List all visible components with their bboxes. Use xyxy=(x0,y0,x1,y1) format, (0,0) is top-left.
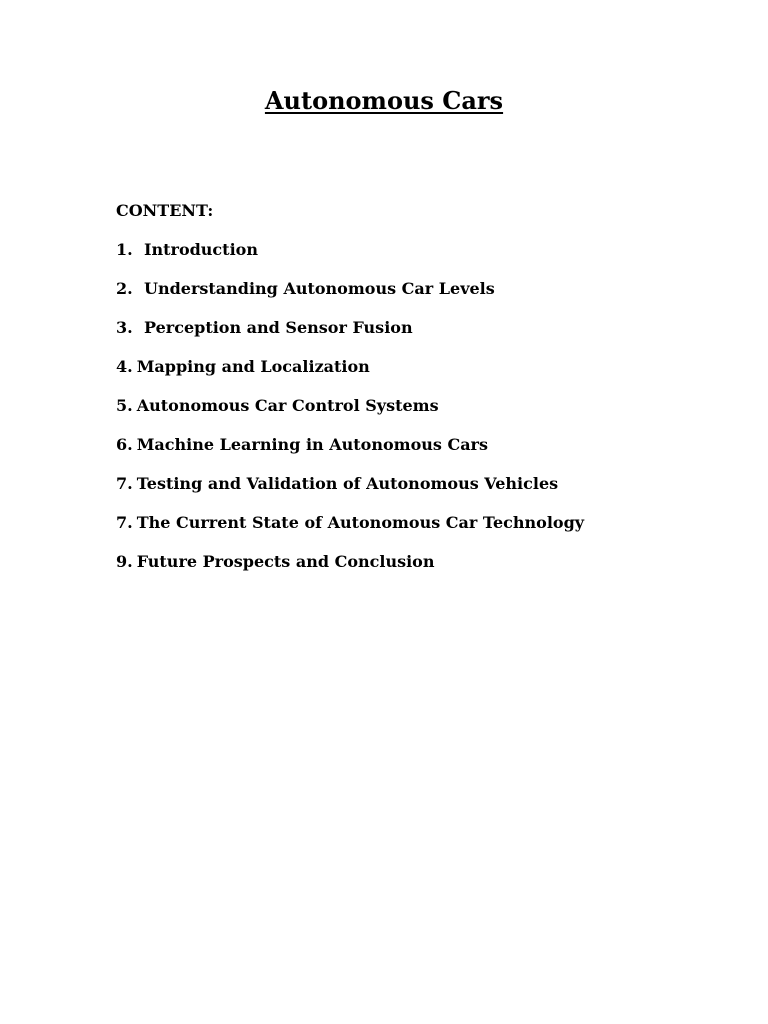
toc-item-label: Autonomous Car Control Systems xyxy=(136,396,439,415)
toc-item xyxy=(116,278,716,300)
toc-item-label: Testing and Validation of Autonomous Vehicles xyxy=(136,474,559,493)
toc-item-number: 9. xyxy=(116,552,133,571)
toc-item-label: The Current State of Autonomous Car Technology xyxy=(136,513,585,532)
table-of-contents xyxy=(116,200,716,590)
toc-item-number: 7. xyxy=(116,513,133,532)
toc-item-number: 5. xyxy=(116,396,133,415)
toc-item xyxy=(116,434,716,456)
toc-item-number: 2. xyxy=(116,279,133,298)
toc-item xyxy=(116,395,716,417)
toc-item-label: Introduction xyxy=(144,240,258,259)
toc-item xyxy=(116,239,716,261)
document-title: Autonomous Cars xyxy=(264,86,504,115)
toc-item xyxy=(116,317,716,339)
toc-item-label: Machine Learning in Autonomous Cars xyxy=(136,435,488,454)
toc-item-number: 7. xyxy=(116,474,133,493)
content-heading: CONTENT: xyxy=(116,201,214,220)
toc-item-label: Mapping and Localization xyxy=(136,357,370,376)
toc-item-number: 1. xyxy=(116,240,133,259)
toc-item xyxy=(116,551,716,573)
toc-item xyxy=(116,356,716,378)
toc-item-label: Future Prospects and Conclusion xyxy=(136,552,435,571)
toc-item-number: 6. xyxy=(116,435,133,454)
toc-item-number: 3. xyxy=(116,318,133,337)
toc-item-label: Understanding Autonomous Car Levels xyxy=(144,279,495,298)
content-list xyxy=(116,239,716,573)
toc-item-label: Perception and Sensor Fusion xyxy=(144,318,413,337)
toc-item-number: 4. xyxy=(116,357,133,376)
toc-item xyxy=(116,473,716,495)
toc-item xyxy=(116,512,716,534)
